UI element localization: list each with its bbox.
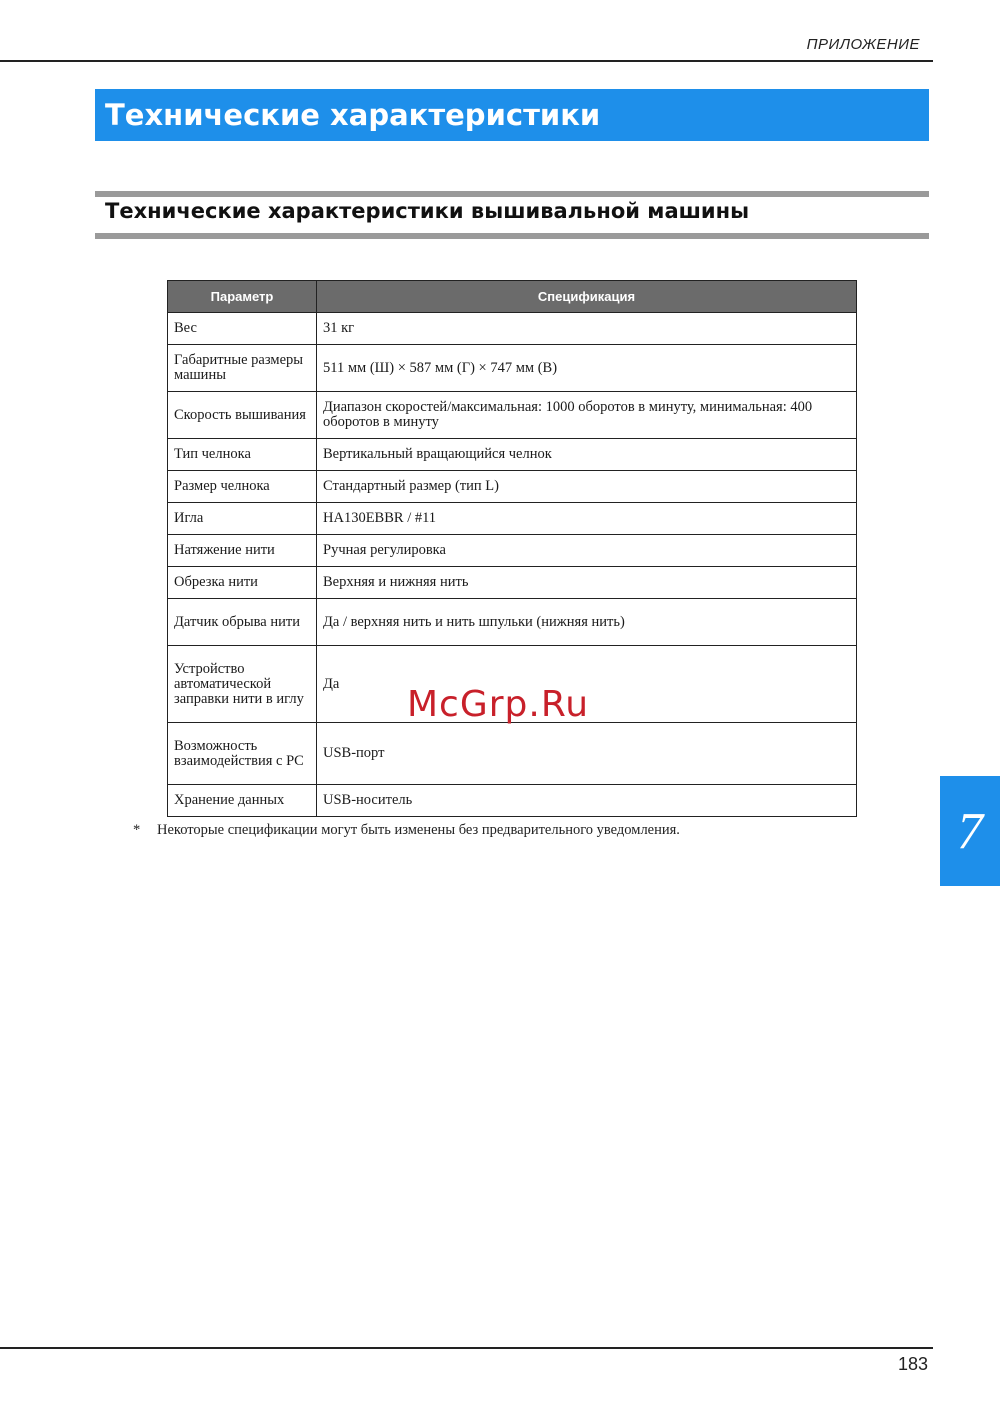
value-cell: USB-порт bbox=[317, 723, 857, 785]
value-cell: 511 мм (Ш) × 587 мм (Г) × 747 мм (В) bbox=[317, 345, 857, 392]
table-row bbox=[168, 439, 857, 471]
param-cell: Обрезка нити bbox=[168, 567, 317, 599]
footnote bbox=[133, 822, 680, 839]
param-cell: Устройство автоматической заправки нити в иглу bbox=[168, 646, 317, 723]
table-row bbox=[168, 599, 857, 646]
bottom-divider bbox=[0, 1347, 933, 1349]
running-header: ПРИЛОЖЕНИЕ bbox=[806, 36, 920, 53]
section-rule-top bbox=[95, 191, 929, 197]
value-cell: Верхняя и нижняя нить bbox=[317, 567, 857, 599]
value-cell: Ручная регулировка bbox=[317, 535, 857, 567]
value-cell: Стандартный размер (тип L) bbox=[317, 471, 857, 503]
table-row bbox=[168, 785, 857, 817]
param-cell: Натяжение нити bbox=[168, 535, 317, 567]
param-cell: Габаритные размеры машины bbox=[168, 345, 317, 392]
watermark: McGrp.Ru bbox=[407, 684, 590, 725]
table-row bbox=[168, 313, 857, 345]
chapter-tab[interactable] bbox=[940, 776, 1000, 886]
value-cell: Да bbox=[317, 646, 857, 723]
column-header-specification: Спецификация bbox=[317, 281, 857, 313]
param-cell: Тип челнока bbox=[168, 439, 317, 471]
table-row bbox=[168, 535, 857, 567]
value-cell: Да / верхняя нить и нить шпульки (нижняя нить) bbox=[317, 599, 857, 646]
table-row bbox=[168, 345, 857, 392]
table-row bbox=[168, 567, 857, 599]
top-divider bbox=[0, 60, 933, 62]
column-header-parameter: Параметр bbox=[168, 281, 317, 313]
table-row bbox=[168, 471, 857, 503]
value-cell: Диапазон скоростей/максимальная: 1000 оборотов в минуту, минимальная: 400 оборотов в минуту bbox=[317, 392, 857, 439]
param-cell: Скорость вышивания bbox=[168, 392, 317, 439]
param-cell: Датчик обрыва нити bbox=[168, 599, 317, 646]
value-cell: USB-носитель bbox=[317, 785, 857, 817]
param-cell: Вес bbox=[168, 313, 317, 345]
table-row bbox=[168, 723, 857, 785]
param-cell: Хранение данных bbox=[168, 785, 317, 817]
param-cell: Возможность взаимодействия с PC bbox=[168, 723, 317, 785]
table-header-row bbox=[168, 281, 857, 313]
chapter-title-banner bbox=[95, 89, 929, 141]
table-row bbox=[168, 392, 857, 439]
section-rule-bottom bbox=[95, 233, 929, 239]
footnote-marker: * bbox=[133, 822, 141, 838]
param-cell: Игла bbox=[168, 503, 317, 535]
chapter-tab-number: 7 bbox=[957, 802, 983, 860]
table-row bbox=[168, 503, 857, 535]
footnote-text: Некоторые спецификации могут быть изменены без предварительного уведомления. bbox=[157, 822, 680, 838]
value-cell: HA130EBBR / #11 bbox=[317, 503, 857, 535]
section-title: Технические характеристики вышивальной машины bbox=[105, 199, 750, 223]
param-cell: Размер челнока bbox=[168, 471, 317, 503]
spec-table bbox=[167, 280, 857, 817]
value-cell: 31 кг bbox=[317, 313, 857, 345]
chapter-title: Технические характеристики bbox=[105, 98, 601, 132]
page-number: 183 bbox=[897, 1354, 928, 1374]
value-cell: Вертикальный вращающийся челнок bbox=[317, 439, 857, 471]
